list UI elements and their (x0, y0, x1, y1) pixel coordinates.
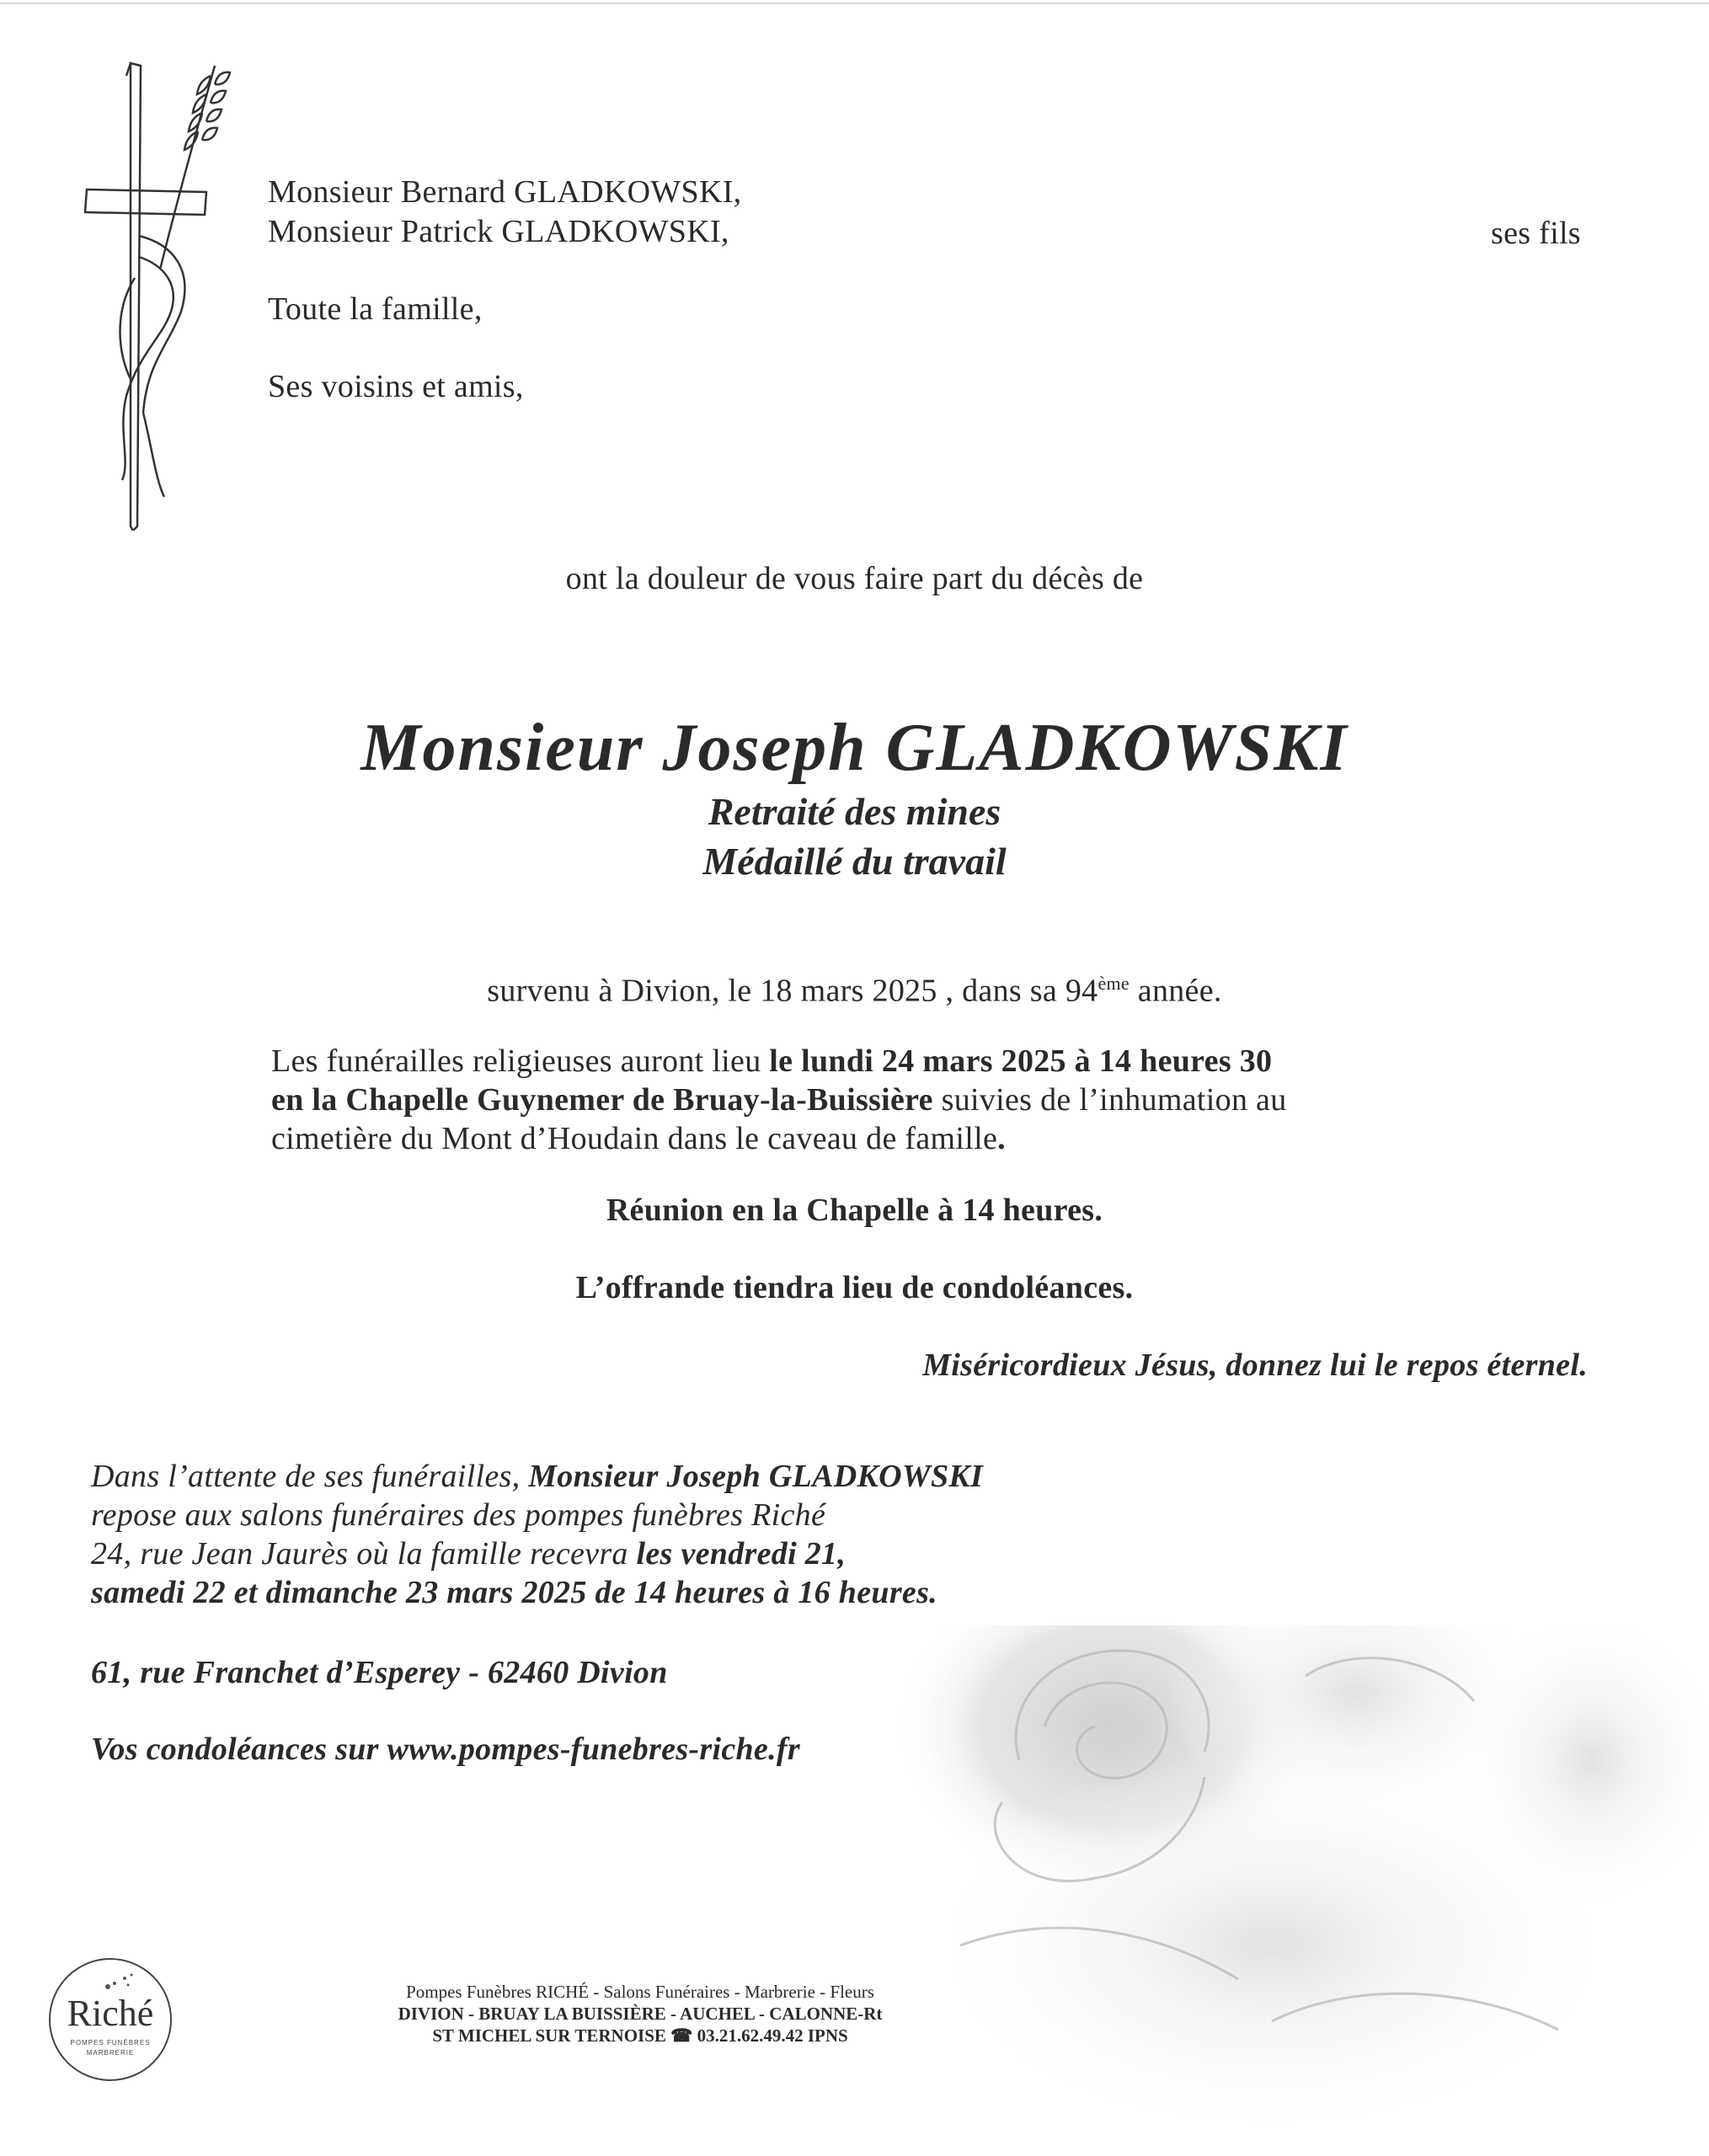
waiting-text-3: 24, rue Jean Jaurès où la famille recevra (91, 1536, 637, 1572)
deceased-title-2: Médaillé du travail (702, 840, 1007, 883)
funeral-text-1: Les funérailles religieuses auront lieu (271, 1043, 770, 1079)
funeral-line-3 (271, 1119, 1535, 1158)
footer-line-2: DIVION - BRUAY LA BUISSIÈRE - AUCHEL - CALONNE-Rt (398, 2004, 883, 2024)
logo-subtitle-1: POMPES FUNÈBRES (70, 2039, 151, 2047)
reunion-line: Réunion en la Chapelle à 14 heures. (606, 1193, 1103, 1228)
cross-wheat-icon (80, 59, 232, 531)
footer (185, 1981, 1095, 2047)
footer-phone: 03.21.62.49.42 IPNS (692, 2025, 848, 2046)
waiting-line-2: repose aux salons funéraires des pompes funèbres Riché (91, 1497, 826, 1533)
funeral-place: en la Chapelle Guynemer de Bruay-la-Buissière (271, 1082, 933, 1118)
waiting-days: les vendredi 21, (636, 1536, 846, 1572)
waiting-line-4: samedi 22 et dimanche 23 mars 2025 de 14 heures à 16 heures. (91, 1575, 937, 1610)
death-details (0, 964, 1709, 1011)
footer-location: ST MICHEL SUR TERNOISE (432, 2025, 671, 2046)
announcement: ont la douleur de vous faire part du décès de (565, 561, 1144, 596)
funeral-text-3: cimetière du Mont d’Houdain dans le caveau de famille (271, 1121, 998, 1156)
logo-name: Riché (67, 1993, 154, 2034)
waiting-line-3 (91, 1534, 1270, 1573)
death-suffix: année. (1129, 973, 1222, 1009)
death-sup: ème (1097, 973, 1130, 994)
rose-decoration (834, 1625, 1709, 2156)
waiting-paragraph (91, 1457, 1270, 1612)
waiting-text-1: Dans l’attente de ses funérailles, (91, 1459, 529, 1494)
family-line: Toute la famille, (268, 291, 483, 327)
deceased-name: Monsieur Joseph GLADKOWSKI (360, 711, 1349, 785)
son-2: Monsieur Patrick GLADKOWSKI, (268, 214, 729, 249)
funeral-period: . (997, 1121, 1006, 1156)
riche-logo (49, 1958, 172, 2081)
condolences-line: Vos condoléances sur www.pompes-funebres-riche.fr (91, 1732, 800, 1767)
son-1: Monsieur Bernard GLADKOWSKI, (268, 174, 742, 210)
death-text: survenu à Divion, le 18 mars 2025 , dans sa 94 (487, 973, 1098, 1009)
funeral-text-2: suivies de l’inhumation au (932, 1082, 1287, 1118)
sons-relation: ses fils (1491, 216, 1581, 251)
funeral-line-1 (271, 1042, 1535, 1081)
waiting-name: Monsieur Joseph GLADKOWSKI (528, 1459, 984, 1494)
funeral-paragraph (271, 1042, 1535, 1158)
funeral-date: le lundi 24 mars 2025 à 14 heures 30 (769, 1043, 1273, 1079)
flower-icon (103, 1972, 136, 1993)
logo-subtitle-2: MARBRERIE (86, 2049, 135, 2057)
telephone-icon: ☎ (670, 2025, 693, 2046)
offering-line: L’offrande tiendra lieu de condoléances. (575, 1270, 1134, 1305)
top-border (0, 3, 1709, 4)
waiting-line-1 (91, 1457, 1270, 1496)
footer-line-1: Pompes Funèbres RICHÉ - Salons Funéraires - Marbrerie - Fleurs (406, 1982, 874, 2002)
footer-line-3 (185, 2025, 1095, 2047)
prayer-line: Miséricordieux Jésus, donnez lui le repos éternel. (922, 1348, 1588, 1383)
funeral-line-2 (271, 1081, 1535, 1119)
deceased-title-1: Retraité des mines (708, 790, 1001, 833)
address-line: 61, rue Franchet d’Esperey - 62460 Divion (91, 1655, 668, 1690)
friends-line: Ses voisins et amis, (268, 369, 524, 404)
